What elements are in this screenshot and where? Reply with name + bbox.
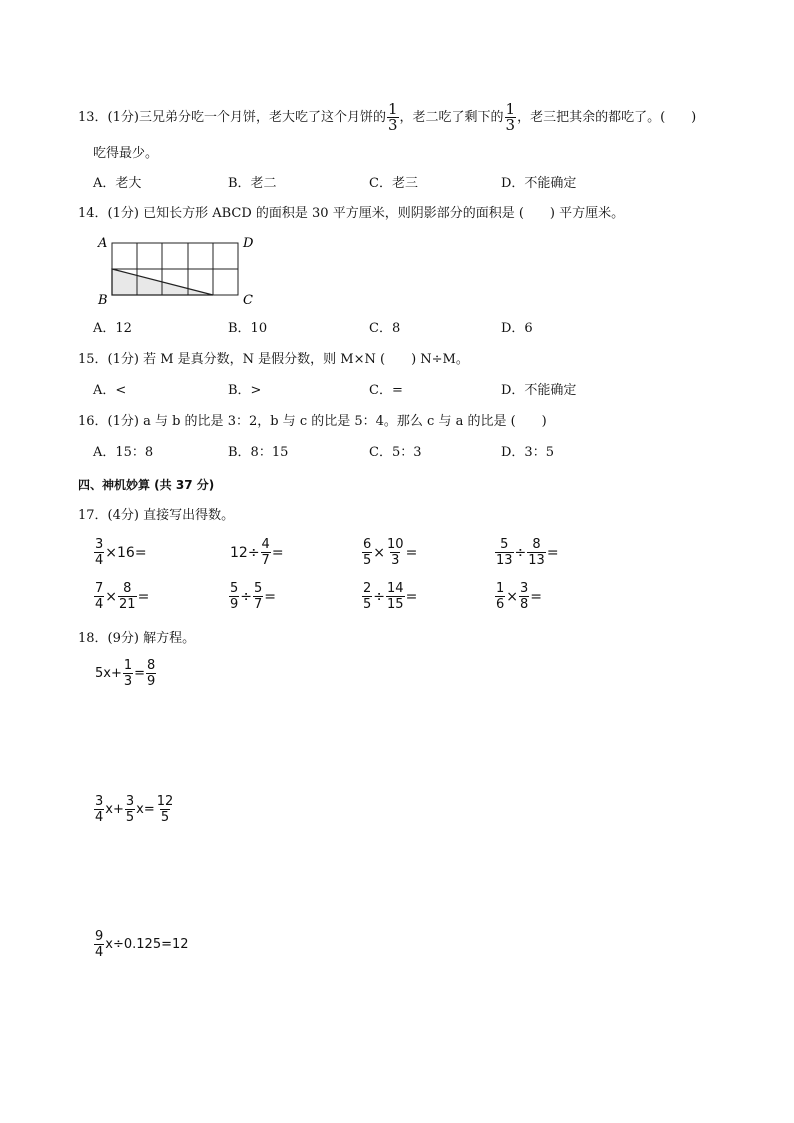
equation-3: $\frac{9}{4}$ x÷0.125=12	[95, 929, 189, 960]
q16-option-a[interactable]: A．15：8	[93, 445, 154, 460]
section-4-heading: 四、神机妙算 (共 37 分)	[78, 478, 215, 492]
q14-option-c[interactable]: C．8	[369, 321, 401, 336]
calc-4: $\frac{5}{13}$ ÷ $\frac{8}{13}$ =	[496, 537, 559, 568]
q13-suffix: ，老三把其余的都吃了。( )	[517, 109, 697, 125]
calc-6: $\frac{5}{9}$ ÷ $\frac{5}{7}$ =	[230, 581, 277, 612]
q13-option-b[interactable]: B．老二	[228, 176, 277, 191]
calc-5: $\frac{7}{4}$ × $\frac{8}{21}$ =	[95, 581, 150, 612]
calc-3: $\frac{6}{5}$ × $\frac{10}{3}$ =	[363, 537, 418, 568]
q16-text: 16．(1分) a 与 b 的比是 3：2，b 与 c 的比是 5：4。那么 c 与 a 的比是 ( )	[78, 414, 547, 429]
q15-option-d[interactable]: D．不能确定	[501, 383, 577, 398]
q16-option-d[interactable]: D．3：5	[501, 445, 554, 460]
q14-option-a[interactable]: A．12	[93, 321, 132, 336]
q13-mid: ，老二吃了剩下的	[399, 109, 504, 125]
q13-option-d[interactable]: D．不能确定	[501, 176, 577, 191]
q14-rectangle-figure	[95, 232, 265, 308]
q16-option-b[interactable]: B．8：15	[228, 445, 289, 460]
q18-text: 18．(9分) 解方程。	[78, 631, 196, 646]
q17-text: 17．(4分) 直接写出得数。	[78, 508, 235, 523]
calc-1: $\frac{3}{4}$ ×16=	[95, 537, 147, 568]
label-b: B	[98, 293, 108, 308]
q15-option-a[interactable]: A．<	[93, 383, 127, 398]
q14-text: 14．(1分) 已知长方形 ABCD 的面积是 30 平方厘米，则阴影部分的面积是 ( ) 平方厘米。	[78, 206, 625, 221]
label-a: A	[98, 236, 108, 251]
q15-text: 15．(1分) 若 M 是真分数，N 是假分数，则 M×N ( ) N÷M。	[78, 352, 469, 367]
q16-option-c[interactable]: C．5：3	[369, 445, 422, 460]
q13-option-c[interactable]: C．老三	[369, 176, 418, 191]
q13-fraction-2: $\frac{1}{3}$	[505, 100, 516, 134]
calc-2: 12÷ $\frac{4}{7}$ =	[230, 537, 284, 568]
q14-option-d[interactable]: D．6	[501, 321, 533, 336]
q15-option-b[interactable]: B．>	[228, 383, 262, 398]
equation-1: 5x+ $\frac{1}{3}$ = $\frac{8}{9}$	[95, 658, 156, 689]
q13-prefix: 13．(1分)三兄弟分吃一个月饼，老大吃了这个月饼的	[78, 109, 386, 125]
equation-2: $\frac{3}{4}$ x+ $\frac{3}{5}$ x= $\frac{12}{5}$	[95, 794, 174, 825]
q15-option-c[interactable]: C．=	[369, 383, 403, 398]
q13-line2: 吃得最少。	[93, 146, 159, 161]
q14-option-b[interactable]: B．10	[228, 321, 268, 336]
q13-line1	[78, 102, 696, 133]
calc-8: $\frac{1}{6}$ × $\frac{3}{8}$ =	[496, 581, 543, 612]
label-c: C	[243, 293, 253, 308]
label-d: D	[243, 236, 254, 251]
calc-7: $\frac{2}{5}$ ÷ $\frac{14}{15}$ =	[363, 581, 418, 612]
q13-option-a[interactable]: A．老大	[93, 176, 142, 191]
q13-fraction-1: $\frac{1}{3}$	[387, 100, 398, 134]
